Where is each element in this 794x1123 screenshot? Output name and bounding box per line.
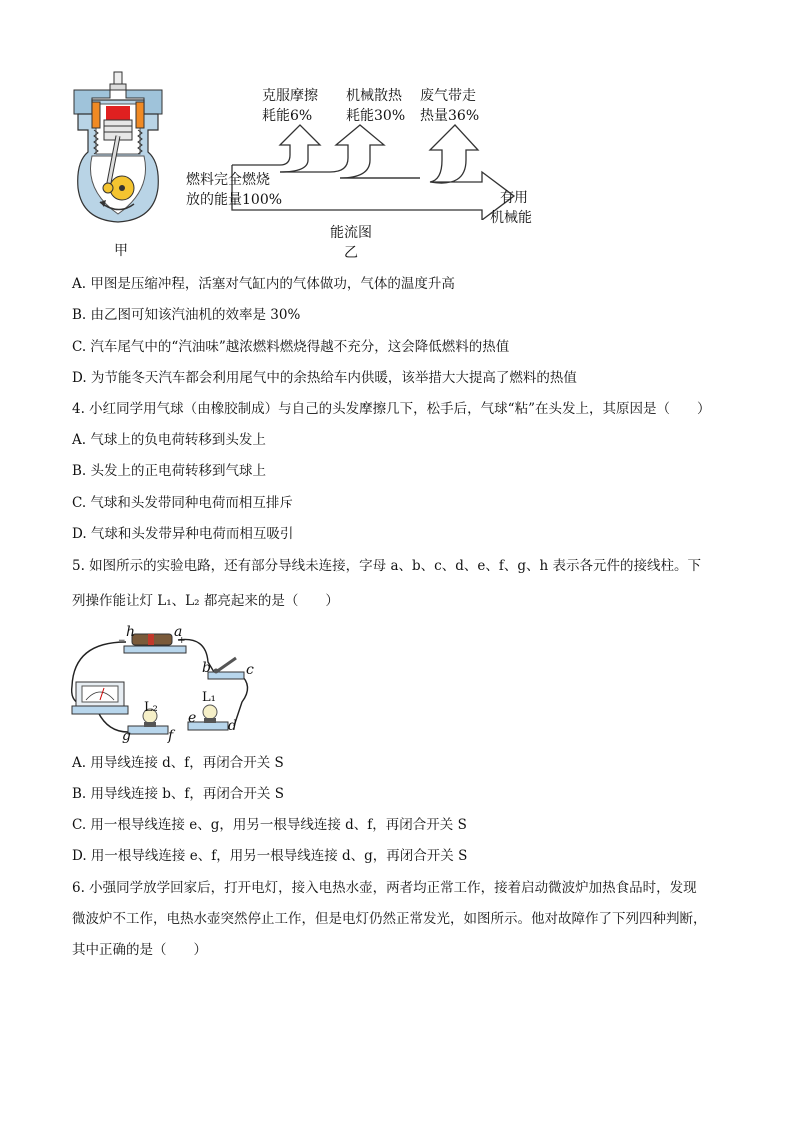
lamp-l1-label: L₁ — [202, 690, 216, 705]
terminal-h: h — [126, 624, 136, 640]
q6-stem-line2: 微波炉不工作，电热水壶突然停止工作，但是电灯仍然正常发光，如图所示。他对故障作了下列四种判断， — [72, 911, 707, 927]
engine-diagram — [70, 70, 170, 235]
terminal-d: d — [228, 718, 237, 734]
q3-option-c: C. 汽车尾气中的“汽油味”越浓燃料燃烧得越不充分，这会降低燃料的热值 — [72, 339, 510, 355]
terminal-e: e — [188, 710, 197, 726]
q5-option-b: B. 用导线连接 b、f，再闭合开关 S — [72, 786, 284, 802]
useful-energy-label-2: 机械能 — [490, 210, 532, 226]
terminal-a: a — [174, 624, 183, 640]
flow-caption-sub: 乙 — [344, 245, 358, 261]
lamp-l2-label: L₂ — [144, 700, 158, 715]
q3-option-b: B. 由乙图可知该汽油机的效率是 30% — [72, 307, 301, 323]
q4-option-c: C. 气球和头发带同种电荷而相互排斥 — [72, 495, 293, 511]
q5-option-a: A. 用导线连接 d、f，再闭合开关 S — [72, 755, 284, 771]
q6-stem-line1: 6. 小强同学放学回家后，打开电灯，接入电热水壶，两者均正常工作，接着启动微波炉加热食品时，发现 — [72, 880, 697, 896]
q4-stem: 4. 小红同学用气球（由橡胶制成）与自己的头发摩擦几下，松手后，气球“粘”在头发上，其原因是（ ） — [72, 401, 711, 417]
q4-option-a: A. 气球上的负电荷转移到头发上 — [72, 432, 266, 448]
friction-loss-value: 耗能6% — [262, 108, 313, 124]
q3-option-d: D. 为节能冬天汽车都会利用尾气中的余热给车内供暖，该举措大大提高了燃料的热值 — [72, 370, 577, 386]
battery-minus-label: − — [118, 636, 126, 646]
fuel-input-label: 燃料完全燃烧 — [186, 172, 270, 188]
q4-option-d: D. 气球和头发带异种电荷而相互吸引 — [72, 526, 294, 542]
terminal-f: f — [168, 728, 174, 744]
q5-option-d: D. 用一根导线连接 e、f，用另一根导线连接 d、g，再闭合开关 S — [72, 848, 468, 864]
battery-plus-label: + — [178, 636, 186, 646]
heat-loss-value: 耗能30% — [346, 108, 406, 124]
q5-stem-line1: 5. 如图所示的实验电路，还有部分导线未连接，字母 a、b、c、d、e、f、g、h 表示各元件的接线柱。下 — [72, 558, 701, 574]
q5-option-c: C. 用一根导线连接 e、g，用另一根导线连接 d、f，再闭合开关 S — [72, 817, 467, 833]
heat-loss-label: 机械散热 — [346, 88, 402, 104]
friction-loss-label: 克服摩擦 — [262, 88, 318, 104]
fuel-input-value: 放的能量100% — [186, 192, 283, 208]
q5-stem-line2: 列操作能让灯 L₁、L₂ 都亮起来的是（ ） — [72, 593, 339, 609]
engine-caption: 甲 — [114, 243, 128, 259]
terminal-c: c — [246, 662, 254, 678]
terminal-g: g — [122, 728, 131, 744]
q3-option-a: A. 甲图是压缩冲程，活塞对气缸内的气体做功，气体的温度升高 — [72, 276, 455, 292]
terminal-b: b — [202, 660, 211, 676]
flow-caption: 能流图 — [330, 225, 372, 241]
exhaust-loss-value: 热量36% — [420, 108, 480, 124]
q4-option-b: B. 头发上的正电荷转移到气球上 — [72, 463, 267, 479]
q6-stem-line3: 其中正确的是（ ） — [72, 942, 207, 958]
exhaust-loss-label: 废气带走 — [420, 88, 476, 104]
useful-energy-label: 有用 — [500, 190, 528, 206]
